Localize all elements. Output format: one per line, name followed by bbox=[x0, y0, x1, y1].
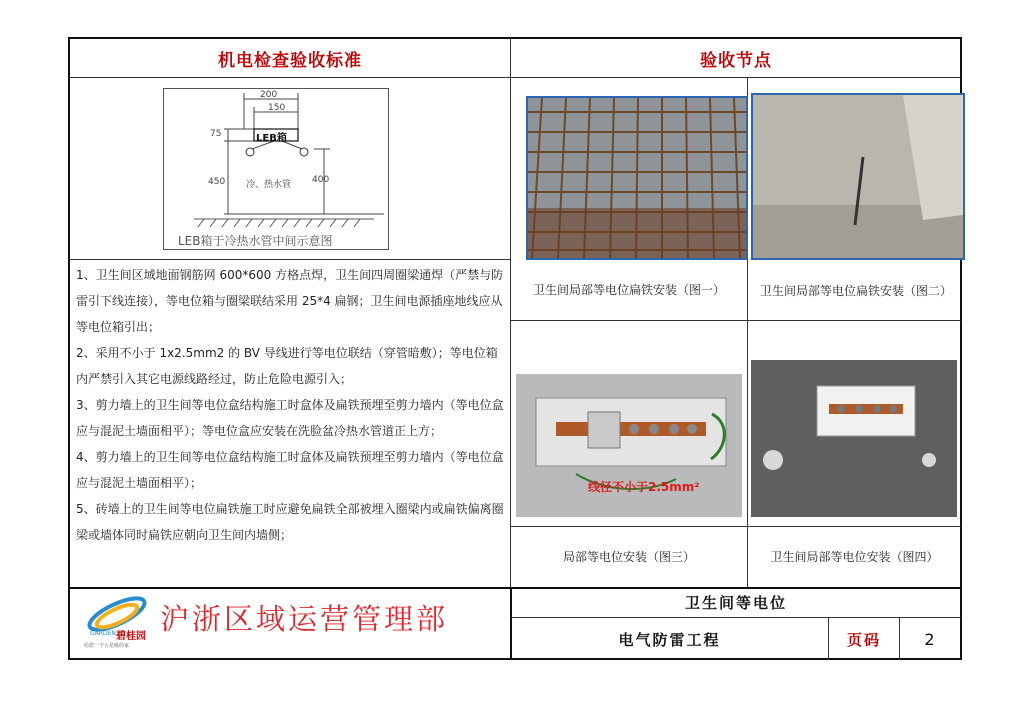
standards-list bbox=[76, 262, 506, 548]
standard-item-3: 3、剪力墙上的卫生间等电位盒结构施工时盒体及扁铁预埋至剪力墙内（等电位盒应与混泥土墙面相平）；等电位盒应安装在洗脸盆冷热水管道正上方； bbox=[76, 398, 504, 438]
dim-inner: 150 bbox=[268, 103, 286, 113]
nodes-header: 验收节点 bbox=[700, 50, 772, 71]
page-number: 2 bbox=[924, 629, 937, 649]
photo-concrete-floor bbox=[751, 93, 965, 260]
dim-left-big: 450 bbox=[208, 177, 226, 187]
company-logo bbox=[82, 594, 152, 656]
photo-equipotential-bar bbox=[516, 374, 742, 517]
standard-item-5: 5、砖墙上的卫生间等电位扁铁施工时应避免扁铁全部被埋入圈梁内或扁铁偏离圈梁或墙体同时扁铁应朝向卫生间内墙侧； bbox=[76, 502, 504, 542]
page-label: 页码 bbox=[846, 630, 881, 649]
dim-right: 400 bbox=[312, 175, 330, 185]
project-name: 电气防雷工程 bbox=[618, 630, 721, 649]
photo-rebar-mesh bbox=[526, 96, 748, 260]
header-divider bbox=[69, 77, 961, 78]
dim-top: 200 bbox=[260, 90, 278, 100]
photo-installed-box bbox=[751, 360, 957, 517]
dim-left-small: 75 bbox=[210, 129, 222, 139]
standards-header: 机电检查验收标准 bbox=[218, 50, 362, 71]
caption-figure-3: 局部等电位安装（图三） bbox=[562, 550, 695, 564]
leb-box-label: LEB箱 bbox=[256, 133, 287, 144]
caption-figure-2: 卫生间局部等电位扁铁安装（图二） bbox=[759, 284, 952, 298]
caption-figure-4: 卫生间局部等电位安装（图四） bbox=[770, 550, 939, 564]
caption-figure-1: 卫生间局部等电位扁铁安装（图一） bbox=[532, 283, 725, 297]
leb-diagram bbox=[163, 88, 389, 250]
logo-text: 碧桂园 bbox=[116, 631, 146, 642]
standard-item-2: 2、采用不小于 1x2.5mm2 的 BV 导线进行等电位联结（穿管暗敷）；等电位箱内严禁引入其它电源线路经过，防止危险电源引入； bbox=[76, 346, 498, 386]
diagram-divider bbox=[69, 259, 510, 260]
standard-item-4: 4、剪力墙上的卫生间等电位盒结构施工时盒体及扁铁预埋至剪力墙内（等电位盒应与混泥土墙面相平）； bbox=[76, 450, 504, 490]
diagram-caption: LEB箱于冷热水管中间示意图 bbox=[178, 234, 333, 248]
logo-sub: GARDEN bbox=[90, 630, 116, 637]
photo-row-divider bbox=[511, 320, 961, 321]
item-title: 卫生间等电位 bbox=[684, 594, 787, 612]
wire-gauge-label: 线径不小于2.5mm² bbox=[588, 480, 700, 494]
standard-item-1: 1、卫生间区域地面钢筋网 600*600 方格点焊，卫生间四周圈梁通焊（严禁与防雷引下线连接），等电位箱与圈梁联结采用 25*4 扁钢；卫生间电源插座地线应从等电位箱引出； bbox=[76, 268, 504, 334]
pipe-label: 冷、热水管 bbox=[246, 180, 292, 190]
org-name: 沪浙区域运营管理部 bbox=[160, 602, 449, 636]
logo-slogan: 给您一个五星级的家 bbox=[84, 643, 130, 649]
